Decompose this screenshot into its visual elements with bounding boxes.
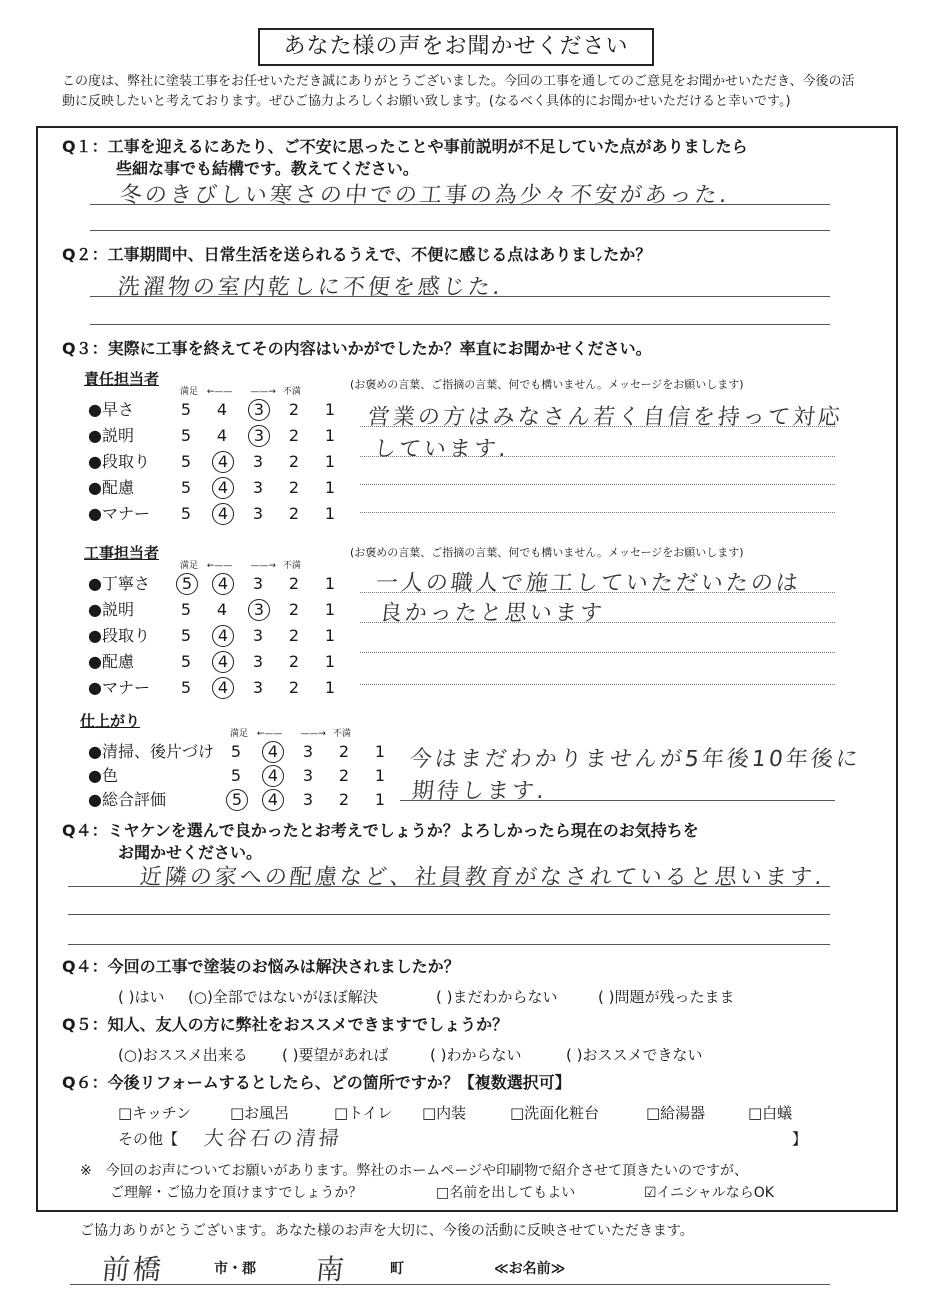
score-option: 2	[288, 678, 300, 697]
finish-comment-1: 今はまだわかりませんが5年後10年後に	[408, 747, 863, 772]
score-option: 5	[180, 600, 192, 619]
rating-row	[88, 502, 338, 526]
q6-option-interior: □内装	[422, 1104, 467, 1122]
q6-other-value: 大谷石の清掃	[202, 1126, 344, 1150]
score-option: 1	[324, 678, 336, 697]
rating-label: ●色	[88, 766, 118, 785]
comment-hint: (お褒めの言葉、ご指摘の言葉、何でも構いません。メッセージをお願いします)	[350, 546, 744, 559]
score-option: 2	[338, 790, 350, 809]
responsible-heading: 責任担当者	[84, 370, 160, 388]
responsible-comment-2: しています.	[372, 437, 511, 462]
rating-label: ●配慮	[88, 478, 134, 497]
q6-question: Q６：今後リフォームするとしたら、どの箇所ですか？【複数選択可】	[62, 1073, 571, 1092]
rating-label: ●早さ	[88, 400, 134, 419]
q6-option-toilet: □トイレ	[334, 1104, 393, 1122]
score-selected: 4	[212, 477, 234, 499]
rating-row	[88, 650, 338, 674]
construction-heading: 工事担当者	[84, 544, 160, 562]
q6-option-termite: □白蟻	[748, 1104, 793, 1122]
answer-line	[68, 886, 830, 887]
score-selected: 5	[226, 789, 248, 811]
q1-question: Q１：工事を迎えるにあたり、ご不安に思ったことや事前説明が不足していた点がありましたら 些細な事でも結構です。教えてください。	[62, 137, 748, 178]
rating-label: ●配慮	[88, 652, 134, 671]
q4b-option-yes: ( )はい	[118, 988, 165, 1006]
comment-line	[360, 592, 835, 593]
answer-line	[90, 230, 830, 231]
permission-option-name: □名前を出してもよい	[436, 1185, 576, 1201]
score-selected: 3	[248, 599, 270, 621]
q5-option-no: ( )おススメできない	[566, 1046, 703, 1064]
score-option: 1	[324, 652, 336, 671]
score-option: 2	[288, 478, 300, 497]
score-option: 4	[216, 426, 228, 445]
q5-option-yes: (○)おススメ出来る	[118, 1046, 248, 1064]
score-option: 2	[288, 400, 300, 419]
score-option: 1	[324, 600, 336, 619]
score-option: 3	[252, 452, 264, 471]
score-option: 5	[230, 742, 242, 761]
score-option: 5	[180, 400, 192, 419]
score-option: 5	[180, 426, 192, 445]
score-option: 1	[324, 626, 336, 645]
score-option: 1	[374, 742, 386, 761]
score-option: 2	[338, 766, 350, 785]
rating-row	[88, 572, 338, 596]
score-selected: 4	[212, 677, 234, 699]
score-option: 3	[252, 652, 264, 671]
score-option: 4	[216, 400, 228, 419]
q5-question: Q５：知人、友人の方に弊社をおススメできますでしょうか？	[62, 1015, 509, 1034]
rating-label: ●清掃、後片づけ	[88, 742, 214, 761]
score-option: 2	[288, 652, 300, 671]
q1-answer: 冬のきびしい寒さの中での工事の為少々不安があった.	[118, 183, 731, 208]
q2-answer: 洗濯物の室内乾しに不便を感じた.	[116, 275, 505, 300]
q6-option-vanity: □洗面化粧台	[510, 1104, 600, 1122]
score-selected: 5	[176, 573, 198, 595]
rating-label: ●段取り	[88, 626, 150, 645]
q5-option-unknown: ( )わからない	[430, 1046, 522, 1064]
comment-hint: (お褒めの言葉、ご指摘の言葉、何でも構いません。メッセージをお願いします)	[350, 378, 744, 391]
score-option: 5	[180, 478, 192, 497]
rating-label: ●総合評価	[88, 790, 166, 809]
score-option: 2	[288, 452, 300, 471]
score-selected: 4	[212, 625, 234, 647]
q2-question: Q２：工事期間中、日常生活を送られるうえで、不便に感じる点はありましたか？	[62, 245, 652, 264]
rating-row	[88, 740, 388, 764]
score-option: 1	[324, 452, 336, 471]
answer-line	[90, 204, 830, 205]
score-option: 3	[302, 790, 314, 809]
town-value: 南	[314, 1253, 349, 1286]
score-option: 2	[288, 504, 300, 523]
rating-row	[88, 598, 338, 622]
scale-header: 満足 ←—— ——→ 不満	[180, 561, 301, 571]
rating-label: ●説明	[88, 600, 134, 619]
rating-row	[88, 788, 388, 812]
score-option: 3	[252, 478, 264, 497]
comment-line	[360, 512, 835, 513]
q4b-option-mostly: (○)全部ではないがほぼ解決	[188, 988, 378, 1006]
rating-row	[88, 676, 338, 700]
score-selected: 4	[212, 503, 234, 525]
rating-row	[88, 764, 388, 788]
finish-comment-2: 期待します.	[410, 779, 549, 804]
permission-request-2: ご理解・ご協力を頂けますでしょうか？	[110, 1185, 363, 1201]
q6-other-close: 】	[792, 1130, 808, 1148]
rating-label: ●マナー	[88, 504, 150, 523]
rating-row	[88, 450, 338, 474]
scale-header: 満足 ←—— ——→ 不満	[180, 387, 301, 397]
q5-option-request: ( )要望があれば	[282, 1046, 389, 1064]
rating-row	[88, 624, 338, 648]
rating-row	[88, 476, 338, 500]
q4-question: Q４：ミヤケンを選んで良かったとお考えでしょうか？よろしかったら現在のお気持ちを お聞かせください。	[62, 821, 699, 862]
answer-line	[68, 944, 830, 945]
construction-comment-1: 一人の職人で施工していただいたのは	[374, 571, 803, 596]
score-option: 5	[180, 504, 192, 523]
answer-line	[90, 296, 830, 297]
score-option: 5	[230, 766, 242, 785]
score-selected: 4	[262, 741, 284, 763]
score-option: 2	[288, 600, 300, 619]
comment-line	[400, 800, 835, 801]
finish-heading: 仕上がり	[80, 712, 141, 730]
score-option: 1	[324, 478, 336, 497]
q4b-option-remaining: ( )問題が残ったまま	[598, 988, 735, 1006]
score-option: 5	[180, 626, 192, 645]
comment-line	[360, 426, 835, 427]
answer-line	[68, 914, 830, 915]
score-option: 1	[324, 574, 336, 593]
q3-question: Q３：実際に工事を終えてその内容はいかがでしたか？率直にお聞かせください。	[62, 339, 652, 358]
score-option: 1	[324, 426, 336, 445]
score-option: 2	[288, 626, 300, 645]
score-selected: 3	[248, 425, 270, 447]
q4b-question: Q４：今回の工事で塗装のお悩みは解決されましたか？	[62, 957, 460, 976]
comment-line	[360, 456, 835, 457]
score-option: 3	[252, 574, 264, 593]
intro-text: この度は、弊社に塗装工事をお任せいただき誠にありがとうございました。今回の工事を通してのご意見をお聞かせいただき、今後の活 動に反映したいと考えております。ぜひご協力よろしくお願い致します。(なるべく具体的にお聞かせいただけると幸いです。)	[62, 74, 855, 109]
permission-request: ※ 今回のお声についてお願いがあります。弊社のホームページや印刷物で紹介させて頂きたいのですが、	[80, 1163, 749, 1179]
thanks-text: ご協力ありがとうございます。あなた様のお声を大切に、今後の活動に反映させていただきます。	[80, 1223, 694, 1239]
rating-label: ●丁寧さ	[88, 574, 150, 593]
score-option: 5	[180, 678, 192, 697]
score-option: 3	[302, 742, 314, 761]
rating-label: ●説明	[88, 426, 134, 445]
score-option: 1	[324, 504, 336, 523]
city-value: 前橋	[100, 1253, 166, 1286]
q6-other-label: その他【	[118, 1130, 179, 1148]
score-option: 3	[252, 626, 264, 645]
score-selected: 4	[212, 651, 234, 673]
score-option: 3	[302, 766, 314, 785]
town-label: 町	[390, 1261, 404, 1277]
rating-label: ●マナー	[88, 678, 150, 697]
score-selected: 4	[212, 573, 234, 595]
score-option: 5	[180, 452, 192, 471]
scale-header: 満足 ←—— ——→ 不満	[230, 729, 351, 739]
responsible-comment-1: 営業の方はみなさん若く自信を持って対応	[366, 405, 845, 430]
score-option: 1	[374, 766, 386, 785]
permission-option-initial: ☑イニシャルならOK	[644, 1185, 774, 1201]
q6-option-kitchen: □キッチン	[118, 1104, 192, 1122]
score-option: 4	[216, 600, 228, 619]
rating-row	[88, 424, 338, 448]
comment-line	[360, 652, 835, 653]
score-selected: 4	[262, 789, 284, 811]
construction-comment-2: 良かったと思います	[378, 601, 607, 626]
comment-line	[360, 684, 835, 685]
score-option: 1	[374, 790, 386, 809]
score-option: 2	[288, 574, 300, 593]
rating-row	[88, 398, 338, 422]
q6-option-bath: □お風呂	[230, 1104, 290, 1122]
score-selected: 3	[248, 399, 270, 421]
score-selected: 4	[212, 451, 234, 473]
q4b-option-unknown: ( )まだわからない	[436, 988, 558, 1006]
address-line	[70, 1284, 830, 1285]
name-label: ≪お名前≫	[494, 1261, 566, 1277]
score-option: 2	[288, 426, 300, 445]
survey-title: あなた様の声をお聞かせください	[258, 28, 654, 66]
comment-line	[360, 622, 835, 623]
score-option: 5	[180, 652, 192, 671]
comment-line	[360, 484, 835, 485]
city-label: 市・郡	[214, 1261, 256, 1277]
score-option: 2	[338, 742, 350, 761]
score-option: 1	[324, 400, 336, 419]
q6-option-water-heater: □給湯器	[646, 1104, 706, 1122]
rating-label: ●段取り	[88, 452, 150, 471]
answer-line	[90, 324, 830, 325]
score-selected: 4	[262, 765, 284, 787]
score-option: 3	[252, 678, 264, 697]
score-option: 3	[252, 504, 264, 523]
q4-answer: 近隣の家への配慮など、社員教育がなされていると思います.	[138, 865, 827, 890]
